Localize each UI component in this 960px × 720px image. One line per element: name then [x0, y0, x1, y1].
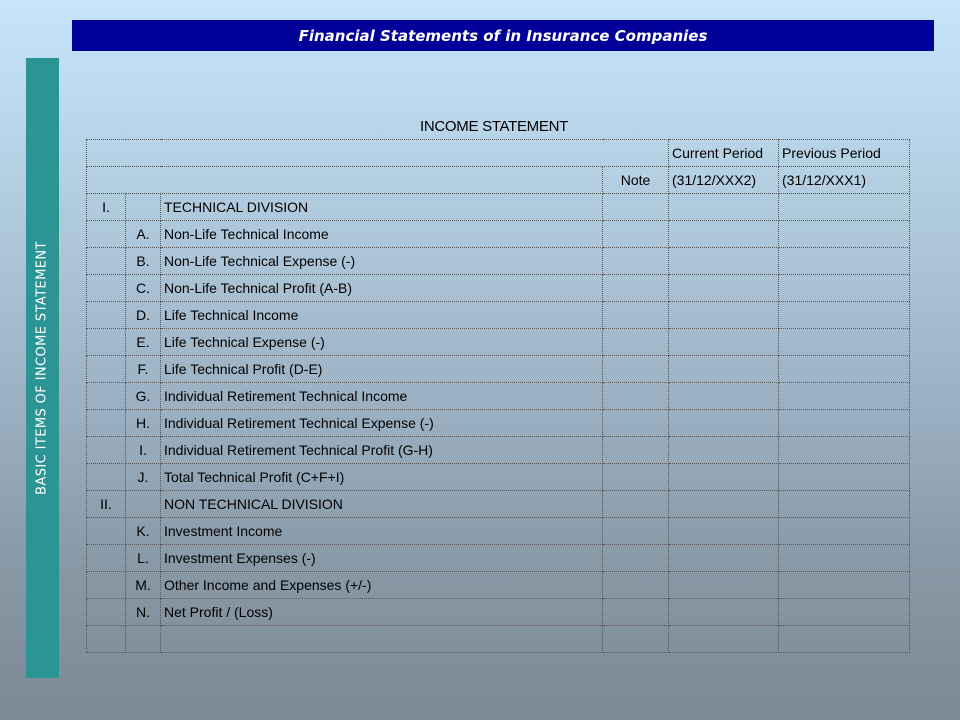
row-current-value-cell: [669, 248, 779, 275]
row-label-cell: Investment Income: [161, 518, 603, 545]
row-note-cell: [603, 437, 669, 464]
row-previous-value-cell: [779, 410, 910, 437]
row-current-value-cell: [669, 464, 779, 491]
row-current-value-cell: [669, 491, 779, 518]
table-row: [87, 518, 910, 545]
empty-cell: [779, 626, 910, 653]
row-current-value-cell: [669, 221, 779, 248]
row-number-cell: [87, 572, 126, 599]
row-note-cell: [603, 221, 669, 248]
row-note-cell: [603, 356, 669, 383]
table-row: [87, 545, 910, 572]
row-note-cell: [603, 464, 669, 491]
row-label-cell: Individual Retirement Technical Expense (-): [161, 410, 603, 437]
row-label-cell: Life Technical Income: [161, 302, 603, 329]
table-row: [87, 572, 910, 599]
row-number-cell: II.: [87, 491, 126, 518]
row-letter-cell: [126, 194, 161, 221]
table-row: [87, 302, 910, 329]
previous-date-header: (31/12/XXX1): [779, 167, 910, 194]
table-row: [87, 437, 910, 464]
row-label-cell: Individual Retirement Technical Profit (G-H): [161, 437, 603, 464]
row-number-cell: I.: [87, 194, 126, 221]
row-letter-cell: H.: [126, 410, 161, 437]
empty-cell: [126, 626, 161, 653]
header-blank-cell: [87, 167, 603, 194]
row-previous-value-cell: [779, 194, 910, 221]
table-row: [87, 194, 910, 221]
row-label-cell: Individual Retirement Technical Income: [161, 383, 603, 410]
row-note-cell: [603, 599, 669, 626]
table-row: [87, 491, 910, 518]
table-row: [87, 221, 910, 248]
row-previous-value-cell: [779, 383, 910, 410]
table-row: [87, 248, 910, 275]
row-current-value-cell: [669, 329, 779, 356]
table-row: [87, 410, 910, 437]
row-letter-cell: K.: [126, 518, 161, 545]
row-current-value-cell: [669, 572, 779, 599]
slide-title-text: Financial Statements of in Insurance Companies: [298, 26, 708, 45]
current-date-header: (31/12/XXX2): [669, 167, 779, 194]
header-blank-cell: [87, 140, 669, 167]
table-row: [87, 383, 910, 410]
row-letter-cell: I.: [126, 437, 161, 464]
row-note-cell: [603, 329, 669, 356]
row-label-cell: Other Income and Expenses (+/-): [161, 572, 603, 599]
row-current-value-cell: [669, 302, 779, 329]
row-number-cell: [87, 302, 126, 329]
row-letter-cell: L.: [126, 545, 161, 572]
row-label-cell: Life Technical Profit (D-E): [161, 356, 603, 383]
row-number-cell: [87, 464, 126, 491]
row-previous-value-cell: [779, 545, 910, 572]
row-label-cell: Life Technical Expense (-): [161, 329, 603, 356]
row-number-cell: [87, 248, 126, 275]
row-previous-value-cell: [779, 302, 910, 329]
empty-cell: [603, 626, 669, 653]
income-statement-table: [86, 139, 910, 653]
previous-period-header: Previous Period: [779, 140, 910, 167]
row-previous-value-cell: [779, 491, 910, 518]
row-previous-value-cell: [779, 464, 910, 491]
row-note-cell: [603, 410, 669, 437]
row-number-cell: [87, 518, 126, 545]
row-current-value-cell: [669, 599, 779, 626]
row-note-cell: [603, 518, 669, 545]
row-previous-value-cell: [779, 248, 910, 275]
row-number-cell: [87, 410, 126, 437]
row-number-cell: [87, 275, 126, 302]
table-row-empty: [87, 626, 910, 653]
row-note-cell: [603, 545, 669, 572]
note-header: Note: [603, 167, 669, 194]
table-row: [87, 356, 910, 383]
row-letter-cell: C.: [126, 275, 161, 302]
row-label-cell: Non-Life Technical Profit (A-B): [161, 275, 603, 302]
row-label-cell: Investment Expenses (-): [161, 545, 603, 572]
row-current-value-cell: [669, 383, 779, 410]
row-note-cell: [603, 491, 669, 518]
row-current-value-cell: [669, 194, 779, 221]
slide-title: [72, 20, 934, 51]
row-label-cell: Net Profit / (Loss): [161, 599, 603, 626]
row-current-value-cell: [669, 518, 779, 545]
row-letter-cell: G.: [126, 383, 161, 410]
row-note-cell: [603, 275, 669, 302]
row-current-value-cell: [669, 356, 779, 383]
table-row: [87, 275, 910, 302]
row-letter-cell: A.: [126, 221, 161, 248]
row-letter-cell: M.: [126, 572, 161, 599]
row-previous-value-cell: [779, 437, 910, 464]
empty-cell: [87, 626, 126, 653]
side-banner-text: BASIC ITEMS OF INCOME STATEMENT: [34, 241, 50, 495]
row-letter-cell: [126, 491, 161, 518]
row-label-cell: Non-Life Technical Income: [161, 221, 603, 248]
empty-cell: [669, 626, 779, 653]
row-previous-value-cell: [779, 572, 910, 599]
row-previous-value-cell: [779, 275, 910, 302]
row-number-cell: [87, 599, 126, 626]
row-current-value-cell: [669, 437, 779, 464]
row-number-cell: [87, 545, 126, 572]
row-label-cell: NON TECHNICAL DIVISION: [161, 491, 603, 518]
row-previous-value-cell: [779, 221, 910, 248]
row-current-value-cell: [669, 545, 779, 572]
row-previous-value-cell: [779, 329, 910, 356]
row-previous-value-cell: [779, 518, 910, 545]
row-previous-value-cell: [779, 599, 910, 626]
header-row-periods: [87, 140, 910, 167]
row-label-cell: TECHNICAL DIVISION: [161, 194, 603, 221]
row-label-cell: Non-Life Technical Expense (-): [161, 248, 603, 275]
row-letter-cell: N.: [126, 599, 161, 626]
row-number-cell: [87, 437, 126, 464]
table-row: [87, 464, 910, 491]
table-row: [87, 329, 910, 356]
row-number-cell: [87, 356, 126, 383]
row-number-cell: [87, 221, 126, 248]
row-note-cell: [603, 383, 669, 410]
row-letter-cell: F.: [126, 356, 161, 383]
row-note-cell: [603, 194, 669, 221]
row-previous-value-cell: [779, 356, 910, 383]
row-letter-cell: J.: [126, 464, 161, 491]
row-note-cell: [603, 302, 669, 329]
row-current-value-cell: [669, 410, 779, 437]
row-letter-cell: B.: [126, 248, 161, 275]
row-number-cell: [87, 383, 126, 410]
row-note-cell: [603, 572, 669, 599]
table-row: [87, 599, 910, 626]
empty-cell: [161, 626, 603, 653]
header-row-dates: [87, 167, 910, 194]
table-title: INCOME STATEMENT: [420, 118, 568, 135]
row-label-cell: Total Technical Profit (C+F+I): [161, 464, 603, 491]
row-number-cell: [87, 329, 126, 356]
row-letter-cell: D.: [126, 302, 161, 329]
current-period-header: Current Period: [669, 140, 779, 167]
row-letter-cell: E.: [126, 329, 161, 356]
row-current-value-cell: [669, 275, 779, 302]
row-note-cell: [603, 248, 669, 275]
